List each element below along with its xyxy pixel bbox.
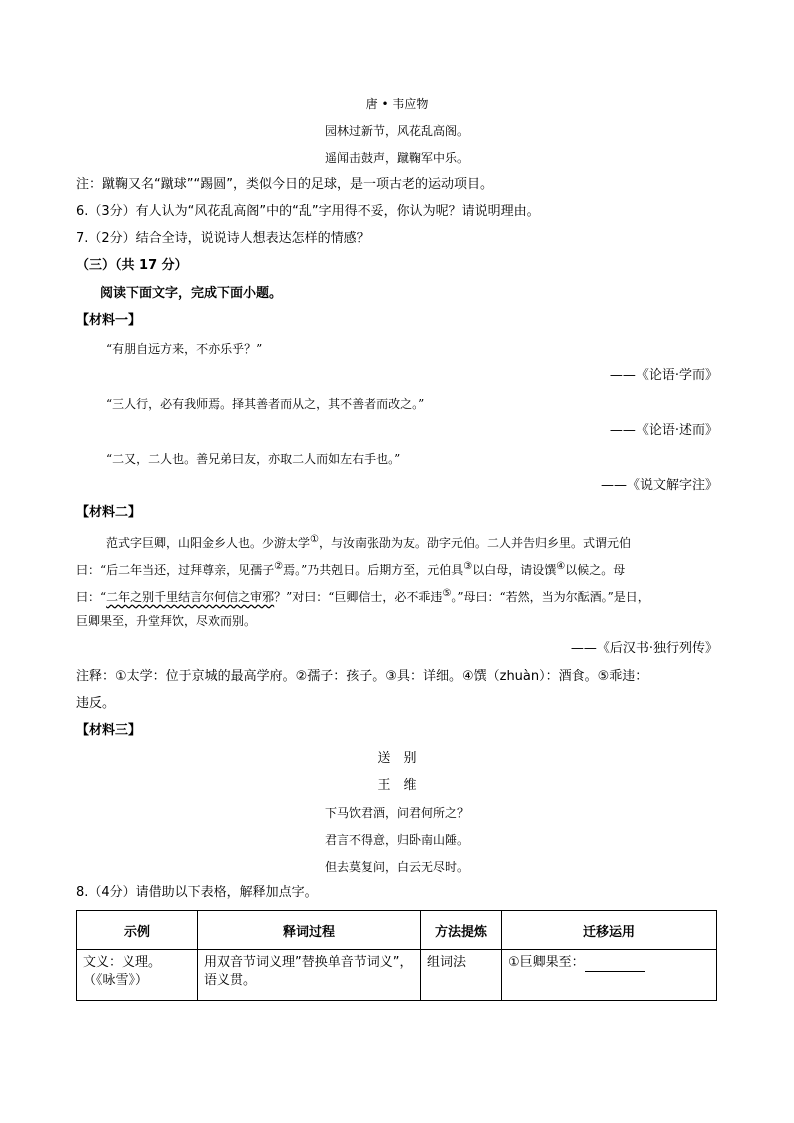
poem-line: 园林过新节，风花乱高阁。	[324, 124, 469, 138]
answer-table	[76, 910, 717, 1001]
material-header: 【材料一】	[76, 313, 142, 328]
table-header: 示例	[77, 911, 198, 950]
table-row	[77, 950, 717, 1001]
note: 注：蹴鞠又名“蹴球”“踢圆”，类似今日的足球，是一项古老的运动项目。	[76, 177, 493, 192]
poem-line: 遥闻击鼓声，蹴鞠军中乐。	[324, 151, 469, 165]
poem-line: 下马饮君酒，问君何所之？	[324, 806, 469, 820]
wavy-underlined-text: 二年之别千里结言尔何信之审邪	[106, 590, 275, 604]
annotation: 注释：①太学：位于京城的最高学府。②孺子：孩子。③具：详细。④馔（zhuàn）：酒食。⑤乖违：	[76, 669, 649, 684]
quote-source: ——《后汉书·独行列传》	[570, 641, 718, 656]
table-header: 迁移运用	[502, 911, 717, 950]
poem-author: 王 维	[377, 778, 417, 793]
poem-line: 君言不得意，归卧南山陲。	[324, 833, 469, 847]
table-header-row	[77, 911, 717, 950]
poem-title: 送 别	[377, 751, 417, 766]
material-header: 【材料三】	[76, 723, 142, 738]
question-7: 7.（2分）结合全诗，说说诗人想表达怎样的情感？	[76, 231, 370, 246]
section-heading: （三）（共 17 分）	[76, 258, 188, 273]
quote: “二又，二人也。善兄弟曰友，亦取二人而如左右手也。”	[106, 452, 401, 466]
quote-source: ——《论语·学而》	[609, 368, 718, 383]
poem-line: 但去莫复问，白云无尽时。	[324, 860, 469, 874]
quote: “有朋自远方来，不亦乐乎？”	[106, 342, 263, 356]
instruction: 阅读下面文字，完成下面小题。	[100, 286, 283, 301]
annotation: 违反。	[76, 696, 116, 711]
poem-author: 唐 • 韦应物	[365, 97, 429, 111]
quote-source: ——《论语·述而》	[609, 423, 718, 438]
passage-line: 曰：“后二年当还，过拜尊亲，见孺子②焉。”乃共剋日。后期方至，元伯具③以白母，请设馔④以候之。母	[76, 561, 626, 577]
table-cell: ①巨卿果至：	[502, 950, 717, 1001]
table-cell: 用双音节词义理”替换单音节词义”， 语义贯。	[198, 950, 421, 1001]
passage-line: 巨卿果至，升堂拜饮，尽欢而别。	[76, 614, 257, 628]
material-header: 【材料二】	[76, 505, 142, 520]
quote-source: ——《说文解字注》	[600, 478, 718, 493]
answer-blank[interactable]	[585, 957, 645, 972]
question-8: 8.（4分）请借助以下表格，解释加点字。	[76, 885, 318, 900]
table-header: 释词过程	[198, 911, 421, 950]
table-cell: 文义：义理。 （《咏雪》）	[77, 950, 198, 1001]
question-6: 6.（3分）有人认为“风花乱高阁”中的“乱”字用得不妥，你认为呢？请说明理由。	[76, 204, 540, 219]
table-cell: 组词法	[421, 950, 502, 1001]
table-header: 方法提炼	[421, 911, 502, 950]
passage-line: 曰：“二年之别千里结言尔何信之审邪？”对曰：“巨卿信士，必不乖违⑤。”母曰：“若然，当为尔酝酒。”是日，	[76, 588, 650, 604]
quote: “三人行，必有我师焉。择其善者而从之，其不善者而改之。”	[106, 397, 425, 411]
passage-line: 范式字巨卿，山阳金乡人也。少游太学①，与汝南张劭为友。劭字元伯。二人并告归乡里。式谓元伯	[106, 534, 631, 550]
